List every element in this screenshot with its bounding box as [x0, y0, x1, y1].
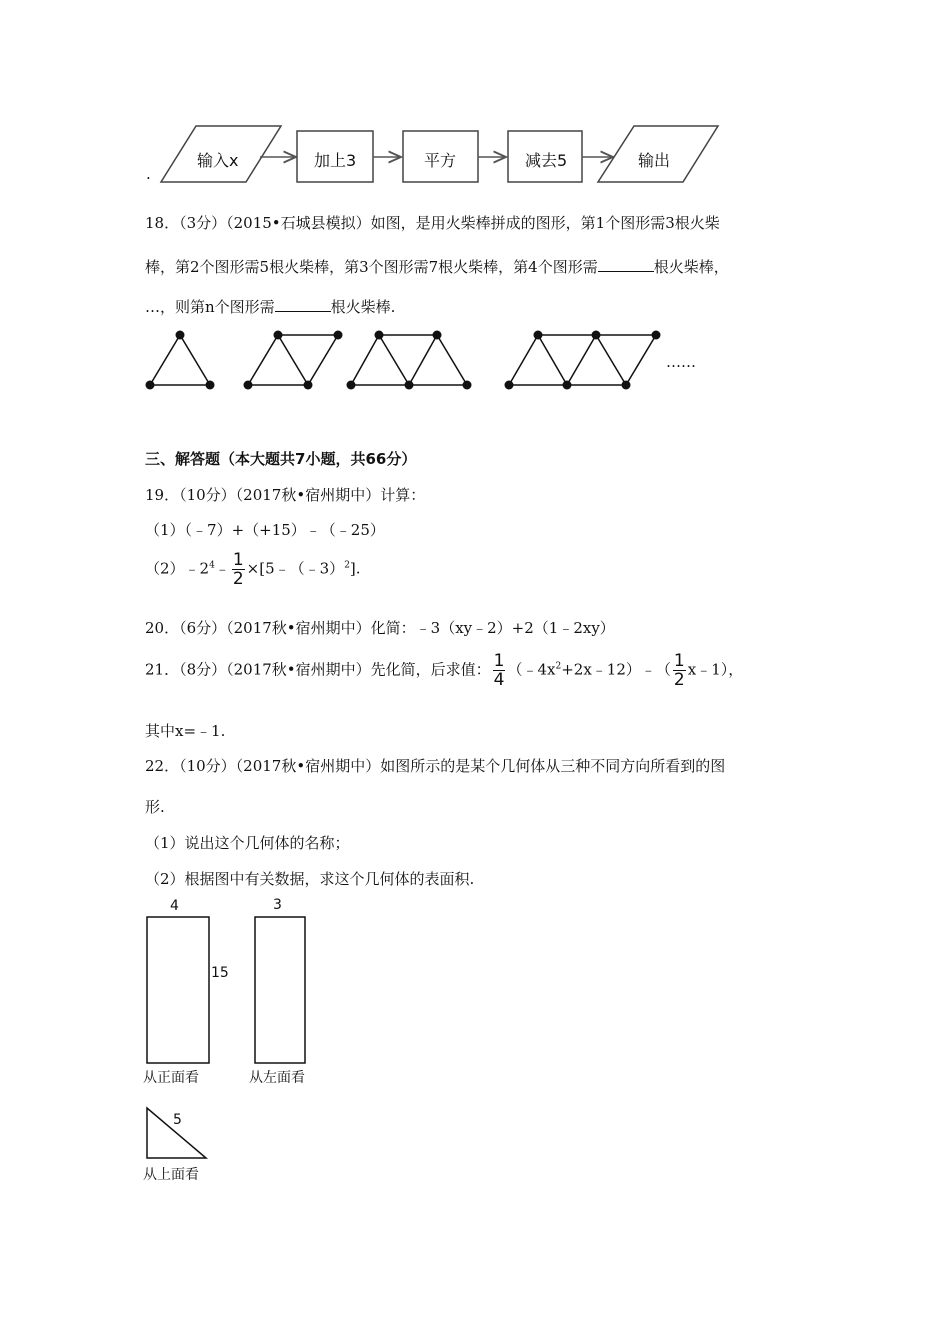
left-view-rect [255, 917, 305, 1063]
matchstick-figure-2 [248, 335, 338, 385]
q21-mid2: +2x﹣12）﹣（ [561, 660, 671, 679]
front-width-label: 4 [170, 898, 179, 914]
matchstick-figure-1 [150, 335, 210, 385]
hypotenuse-label: 5 [173, 1112, 182, 1128]
front-view-rect [147, 917, 209, 1063]
q21-frac1-num: 1 [493, 651, 505, 671]
q21-frac2-num: 1 [673, 651, 685, 671]
side-width-label: 3 [273, 897, 282, 913]
flowchart-leading-dot: . [146, 165, 151, 183]
q21-frac1-den: 4 [493, 670, 505, 690]
front-view-label: 从正面看 [143, 1070, 199, 1086]
matchstick-figure-3 [351, 335, 467, 385]
flowchart-step3-label: 减去5 [525, 151, 568, 170]
q19-part2 [145, 551, 361, 588]
q19-frac-den: 2 [232, 569, 244, 589]
q21-mid1: （﹣4x [507, 660, 556, 679]
q19-line1: 19．（10分）（2017秋•宿州期中）计算： [145, 486, 426, 504]
flowchart-shapes [0, 0, 950, 200]
q19-part2-post: ×[5﹣（﹣3） [246, 559, 345, 578]
height-label: 15 [211, 965, 229, 981]
q21-exponent: 2 [555, 661, 562, 672]
q18-line3-a: …，则第n个图形需 [145, 298, 275, 316]
three-views [0, 900, 950, 1200]
answer-blank-2 [275, 297, 331, 312]
q22-part2: （2）根据图中有关数据，求这个几何体的表面积. [145, 870, 475, 888]
q19-part2-pre: （2）﹣2 [145, 559, 210, 578]
q22-line2: 形. [145, 798, 165, 816]
q19-minus: ﹣ [214, 559, 230, 578]
q19-part2-end: ]. [349, 559, 361, 578]
flowchart-step1-label: 加上3 [314, 151, 357, 170]
q19-exponent-2: 2 [344, 560, 350, 571]
left-view-label: 从左面看 [249, 1070, 305, 1086]
matchstick-ellipsis: …… [666, 353, 696, 371]
q21-fraction-2 [673, 652, 686, 689]
section3-title: 三、解答题（本大题共7小题，共66分） [145, 450, 417, 468]
q19-part1: （1）（﹣7）+（+15）﹣（﹣25） [145, 521, 385, 539]
q21-line2: 其中x=﹣1. [145, 722, 226, 740]
matchstick-figure-4 [509, 335, 656, 385]
flowchart-input-label: 输入x [197, 151, 239, 170]
q18-line1: 18．（3分）（2015•石城县模拟）如图，是用火柴棒拼成的图形，第1个图形需3根火柴 [145, 214, 720, 232]
flowchart [0, 0, 950, 200]
answer-blank-1 [598, 257, 654, 272]
q20-line1: 20．（6分）（2017秋•宿州期中）化简：﹣3（xy﹣2）+2（1﹣2xy） [145, 619, 615, 637]
q18-line2-a: 棒，第2个图形需5根火柴棒，第3个图形需7根火柴棒，第4个图形需 [145, 258, 598, 276]
q21-pre: 21．（8分）（2017秋•宿州期中）先化简，后求值： [145, 660, 491, 679]
matchstick-figures [0, 330, 950, 390]
q19-fraction [232, 551, 245, 588]
flowchart-step2-label: 平方 [424, 151, 457, 170]
q18-line2 [145, 256, 729, 277]
q21-end: x﹣1）， [687, 660, 744, 679]
top-view-label: 从上面看 [143, 1167, 199, 1183]
q21-fraction-1 [493, 652, 506, 689]
q19-frac-num: 1 [232, 550, 244, 570]
q22-line1: 22．（10分）（2017秋•宿州期中）如图所示的是某个几何体从三种不同方向所看到的图 [145, 757, 726, 775]
q19-exponent: 4 [209, 560, 215, 571]
q18-line2-b: 根火柴棒， [653, 258, 729, 276]
q21-frac2-den: 2 [673, 670, 685, 690]
flowchart-output-label: 输出 [638, 151, 671, 170]
q22-part1: （1）说出这个几何体的名称； [145, 834, 350, 852]
q18-line3-b: 根火柴棒. [330, 298, 396, 316]
q18-line3 [145, 296, 395, 317]
q21-line1 [145, 652, 743, 689]
